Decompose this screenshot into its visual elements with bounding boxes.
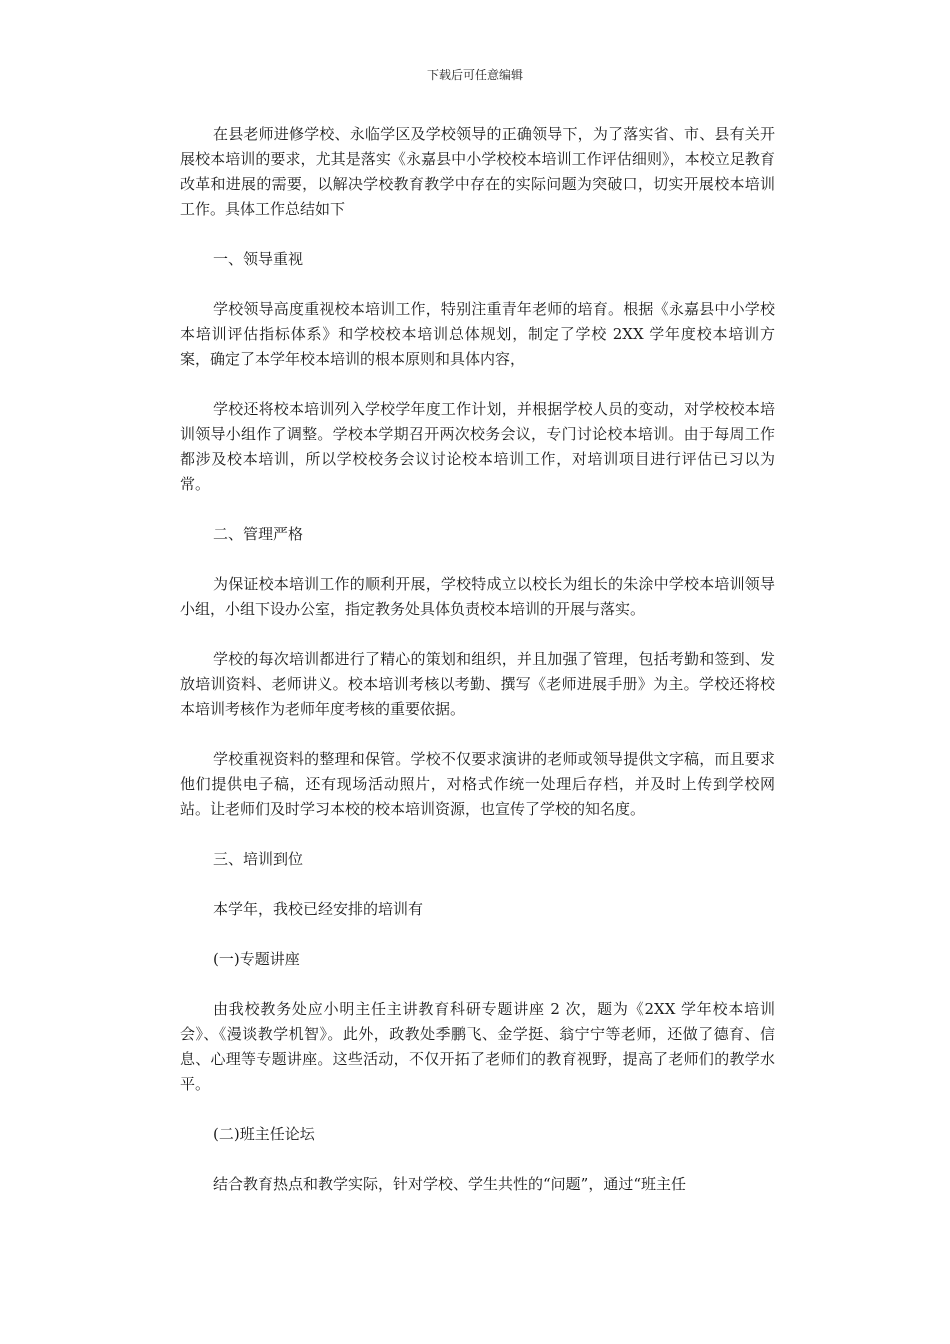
document-body bbox=[180, 122, 775, 1222]
subheading-lectures: (一)专题讲座 bbox=[213, 950, 300, 968]
paragraph-management-2: 学校的每次培训都进行了精心的策划和组织，并且加强了管理，包括考勤和签到、发放培训资料、老师讲义。校本培训考核以考勤、撰写《老师进展手册》为主。学校还将校本培训考核作为老师年度考核的重要依据。 bbox=[180, 650, 775, 718]
paragraph-management-1: 为保证校本培训工作的顺利开展，学校特成立以校长为组长的朱涂中学校本培训领导小组，小组下设办公室，指定教务处具体负责校本培训的开展与落实。 bbox=[180, 575, 775, 618]
subheading-forum: (二)班主任论坛 bbox=[213, 1125, 315, 1143]
paragraph-forum: 结合教育热点和教学实际，针对学校、学生共性的“问题”，通过“班主任 bbox=[213, 1175, 687, 1193]
paragraph-intro: 在县老师进修学校、永临学区及学校领导的正确领导下，为了落实省、市、县有关开展校本培训的要求，尤其是落实《永嘉县中小学校校本培训工作评估细则》，本校立足教育改革和进展的需要，以解决学校教育教学中存在的实际问题为突破口，切实开展校本培训工作。具体工作总结如下 bbox=[180, 125, 775, 218]
section-heading-leadership: 一、领导重视 bbox=[213, 250, 304, 268]
section-heading-training: 三、培训到位 bbox=[213, 850, 304, 868]
paragraph-management-3: 学校重视资料的整理和保管。学校不仅要求演讲的老师或领导提供文字稿，而且要求他们提供电子稿，还有现场活动照片，对格式作统一处理后存档，并及时上传到学校网站。让老师们及时学习本校的校本培训资源，也宣传了学校的知名度。 bbox=[180, 750, 775, 818]
section-heading-management: 二、管理严格 bbox=[213, 525, 304, 543]
paragraph-leadership-1: 学校领导高度重视校本培训工作，特别注重青年老师的培育。根据《永嘉县中小学校本培训评估指标体系》和学校校本培训总体规划，制定了学校 2XX 学年度校本培训方案，确定了本学年校本培训的根本原则和具体内容， bbox=[180, 300, 775, 368]
paragraph-training-intro: 本学年，我校已经安排的培训有 bbox=[213, 900, 424, 918]
paragraph-leadership-2: 学校还将校本培训列入学校学年度工作计划，并根据学校人员的变动，对学校校本培训领导小组作了调整。学校本学期召开两次校务会议，专门讨论校本培训。由于每周工作都涉及校本培训，所以学校校务会议讨论校本培训工作，对培训项目进行评估已习以为常。 bbox=[180, 400, 775, 493]
header-note: 下载后可任意编辑 bbox=[426, 68, 523, 82]
paragraph-lectures: 由我校教务处应小明主任主讲教育科研专题讲座 2 次，题为《2XX 学年校本培训会》、《漫谈教学机智》。此外，政教处季鹏飞、金学挺、翁宁宁等老师，还做了德育、信息、心理等专题讲座。这些活动，不仅开拓了老师们的教育视野，提高了老师们的教学水平。 bbox=[180, 1000, 775, 1093]
